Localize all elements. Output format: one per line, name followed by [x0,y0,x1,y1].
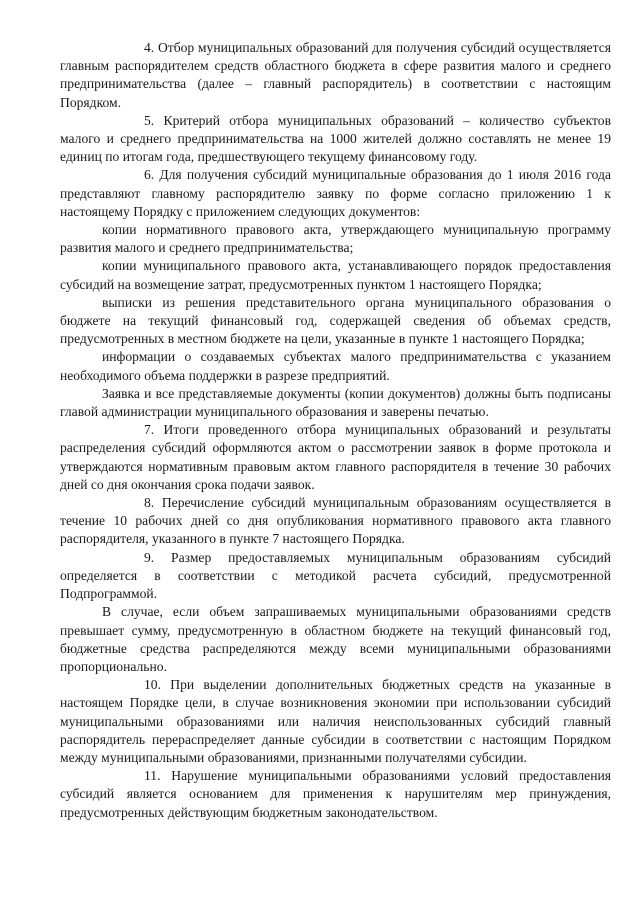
paragraph-proportional-note [60,603,611,676]
paragraph-number: 4. [144,40,155,55]
paragraph-text: Критерий отбора муниципальных образований – количество субъектов малого и среднего предпринимательства на 1000 жителей должно составлять не менее 19 единиц по итогам года, предшествующего текущему финансовому году. [60,112,611,165]
paragraph-11 [60,767,611,822]
document-list-item [60,257,611,293]
paragraph-text: При выделении дополнительных бюджетных средств на указанные в настоящем Порядке цели, в случае возникновения экономии при использовании субсидий муниципальными образованиями или наличия неиспользованных субсидий главный распорядитель перераспределяет данные субсидии в соответствии с настоящим Порядком между муниципальными образованиями, признанными получателями субсидии. [60,677,611,765]
paragraph-text: Нарушение муниципальными образованиями условий предоставления субсидий является основанием для применения к нарушителям мер принуждения, предусмотренных действующим бюджетным законодательством. [60,768,611,820]
paragraph-number: 6. [144,167,155,183]
paragraph-text: Для получения субсидий муниципальные образования до 1 июля 2016 года представляют главному распорядителю заявку по форме согласно приложению 1 к настоящему Порядку с приложением следующих документов: [60,167,611,219]
paragraph-signature-note [60,385,611,421]
paragraph-text: Заявка и все представляемые документы (копии документов) должны быть подписаны главой администрации муниципального образования и заверены печатью. [60,385,611,420]
paragraph-number: 7. [144,422,155,438]
paragraph-text: копии нормативного правового акта, утверждающего муниципальную программу развития малого и среднего предпринимательства; [60,222,611,256]
paragraph-text: Итоги проведенного отбора муниципальных образований и результаты распределения субсидий оформляются актом о рассмотрении заявок в форме протокола и утверждаются нормативным правовым актом главного распорядителя в течение 30 рабочих дней со дня окончания срока подачи заявок. [60,422,611,492]
paragraph-text: В случае, если объем запрашиваемых муниципальными образованиями средств превышает сумму, предусмотренную в областном бюджете на текущий финансовый год, бюджетные средства распределяются между всеми муниципальными образованиями пропорционально. [60,604,611,674]
paragraph-text: выписки из решения представительного органа муниципального образования о бюджете на текущий финансовый год, содержащей сведения об объемах средств, предусмотренных в местном бюджете на цели, указанные в пункте 1 настоящего Порядка; [60,294,611,347]
paragraph-number: 9. [144,549,155,565]
paragraph-7 [60,421,611,494]
paragraph-number: 10. [144,677,161,693]
paragraph-4 [60,39,611,112]
paragraph-number: 5. [144,112,155,128]
document-page [60,39,611,822]
paragraph-9 [60,549,611,604]
document-list-item [60,348,611,384]
paragraph-10 [60,676,611,767]
paragraph-6 [60,166,611,221]
paragraph-number: 11. [144,768,161,784]
paragraph-text: копии муниципального правового акта, устанавливающего порядок предоставления субсидий на возмещение затрат, предусмотренных пунктом 1 настоящего Порядка; [60,258,611,292]
paragraph-text: Размер предоставляемых муниципальным образованиям субсидий определяется в соответствии с методикой расчета субсидий, предусмотренной Подпрограммой. [60,549,611,602]
paragraph-text: информации о создаваемых субъектах малого предпринимательства с указанием необходимого объема поддержки в разрезе предприятий. [60,349,611,383]
document-list-item [60,221,611,257]
paragraph-5 [60,112,611,167]
paragraph-8 [60,494,611,549]
document-list-item [60,294,611,349]
paragraph-text: Перечисление субсидий муниципальным образованиям осуществляется в течение 10 рабочих дней со дня опубликования нормативного правового акта главного распорядителя, указанного в пункте 7 настоящего Порядка. [60,495,611,547]
paragraph-text: Отбор муниципальных образований для получения субсидий осуществляется главным распорядителем средств областного бюджета в сфере развития малого и среднего предпринимательства (далее – главный распорядитель) в соответствии с настоящим Порядком. [60,40,611,110]
paragraph-number: 8. [144,495,155,511]
